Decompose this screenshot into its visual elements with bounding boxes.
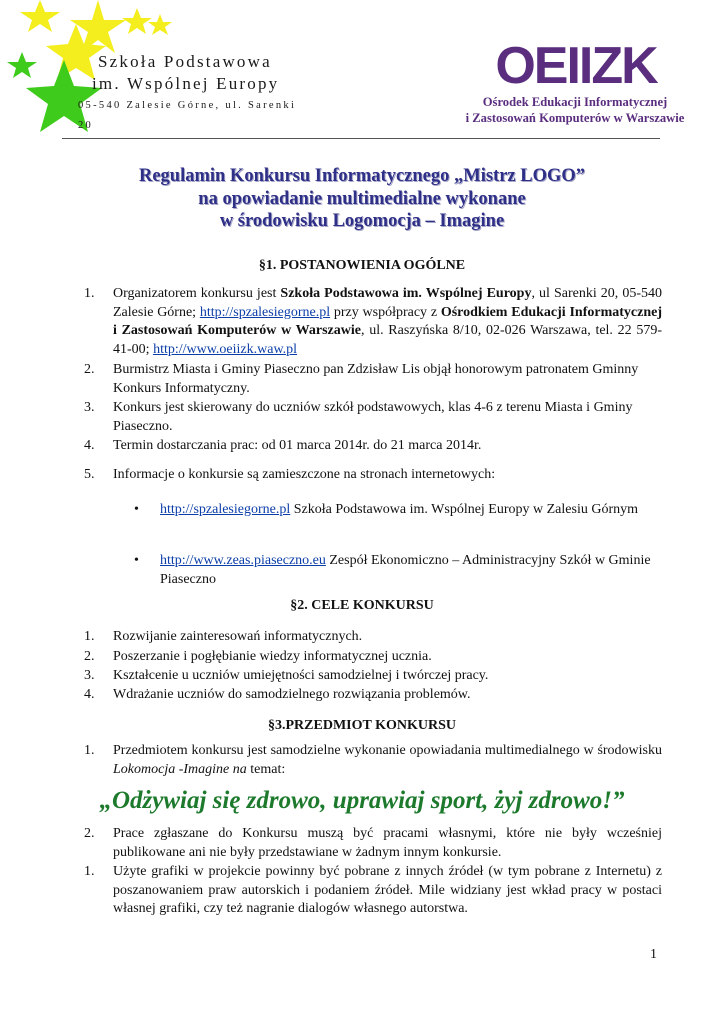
spzalesiegorne-link[interactable]: http://spzalesiegorne.pl [160,502,291,517]
zeas-link[interactable]: http://www.zeas.piaseczno.eu [160,553,326,568]
list-item [84,285,662,359]
bullet-item [134,552,654,589]
school-patron: im. Wspólnej Europy [92,74,280,93]
star-icon [7,52,37,78]
title-line1: Regulamin Konkursu Informatycznego „Mistrz LOGO” [138,166,586,186]
list-item [84,466,662,485]
oeiizk-name [460,94,690,126]
spzalesiegorne-link[interactable]: http://spzalesiegorne.pl [199,304,331,320]
bullet-text: http://spzalesiegorne.pl Szkoła Podstawowa im. Wspólnej Europy w Zalesiu Górnym [160,502,639,517]
list-text: Kształcenie u uczniów umiejętności samodzielnej i twórczej pracy. [113,668,489,683]
list-item [84,437,662,456]
list-text: Organizatorem konkursu jest Szkoła Podstawowa im. Wspólnej Europy, ul Sarenki 20, 05-540 Zalesie Górne; http://spzalesiegorne.pl przy współpracy z Ośrodkiem Edukacji Informatycznej i Zastosowań Komputerów w Warszawie, ul. Raszyńska 8/10, 02-026 Warszawa, tel. 22 579-41-00; http://www.oeiizk.waw.pl [113,286,663,357]
star-icon [122,8,152,34]
list-item [84,361,662,398]
list-item [84,825,662,862]
header-divider [62,138,660,139]
list-text: Informacje o konkursie są zamieszczone na stronach internetowych: [113,467,496,482]
section2-heading: §2. CELE KONKURSU [290,598,434,613]
list-number: 5. [84,467,95,482]
list-text: Przedmiotem konkursu jest samodzielne wykonanie opowiadania multimedialnego w środowisku Lokomocja -Imagine na temat: [113,743,662,777]
list-number: 1. [84,864,95,879]
bullet-icon: • [134,502,139,517]
page-number: 1 [650,947,657,962]
title-line2: na opowiadanie multimedialne wykonane [198,188,526,209]
contest-motto: „Odżywiaj się zdrowo, uprawiaj sport, żyj zdrowo!” [99,787,625,814]
list-item [84,648,662,667]
list-item [84,628,662,647]
section3-heading: §3.PRZEDMIOT KONKURSU [268,718,456,733]
star-icon [148,14,172,35]
list-number: 2. [84,362,95,377]
bullet-item [134,501,654,520]
list-number: 2. [84,649,95,664]
list-number: 4. [84,438,95,453]
title-line3: w środowisku Logomocja – Imagine [219,211,505,231]
list-number: 4. [84,687,95,702]
bullet-text: http://www.zeas.piaseczno.eu Zespół Ekonomiczno – Administracyjny Szkół w Gminie Piaseczno [160,553,651,587]
section1-heading: §1. POSTANOWIENIA OGÓLNE [258,258,466,273]
list-number: 3. [84,668,95,683]
list-text: Burmistrz Miasta i Gminy Piaseczno pan Zdzisław Lis objął honorowym patronatem Gminny Konkurs Informatyczny. [113,362,639,396]
list-text: Wdrażanie uczniów do samodzielnego rozwiązania problemów. [113,687,471,702]
document-title [62,165,662,233]
bullet-icon: • [134,553,139,568]
star-icon [20,0,60,32]
list-text: Prace zgłaszane do Konkursu muszą być pracami własnymi, które nie były wcześniej publikowane ani nie były przedstawiane w żadnym innym konkursie. [113,826,662,860]
school-name: Szkoła Podstawowa [98,52,272,71]
oeiizk-logo [486,38,666,88]
school-address: 05-540 Zalesie Górne, ul. Sarenki 20 [78,100,297,131]
list-item [84,686,662,705]
list-item [84,399,662,436]
list-text: Termin dostarczania prac: od 01 marca 2014r. do 21 marca 2014r. [113,438,482,453]
list-item [84,667,662,686]
oeiizk-name-line1: Ośrodek Edukacji Informatycznej [482,95,668,109]
list-text: Rozwijanie zainteresowań informatycznych. [113,629,363,644]
list-text: Użyte grafiki w projekcie powinny być pobrane z innych źródeł (w tym pobrane z Internetu) z poszanowaniem praw autorskich i podaniem źródeł. Mile widziany jest wkład pracy w postaci własnej grafiki, czy też nagranie dialogów własnego autorstwa. [113,864,662,916]
list-number: 1. [84,743,95,758]
school-header [64,52,314,136]
list-number: 1. [84,629,95,644]
list-number: 1. [84,286,95,301]
list-item [84,742,662,779]
list-number: 3. [84,400,95,415]
list-item [84,863,662,919]
logo-wordmark: OEIIZK [495,38,657,88]
list-text: Konkurs jest skierowany do uczniów szkół podstawowych, klas 4-6 z terenu Miasta i Gminy Piaseczno. [113,400,633,434]
list-number: 2. [84,826,95,841]
list-text: Poszerzanie i pogłębianie wiedzy informatycznej ucznia. [113,649,432,664]
oeiizk-link[interactable]: http://www.oeiizk.waw.pl [153,341,298,357]
oeiizk-name-line2: i Zastosowań Komputerów w Warszawie [465,111,685,125]
